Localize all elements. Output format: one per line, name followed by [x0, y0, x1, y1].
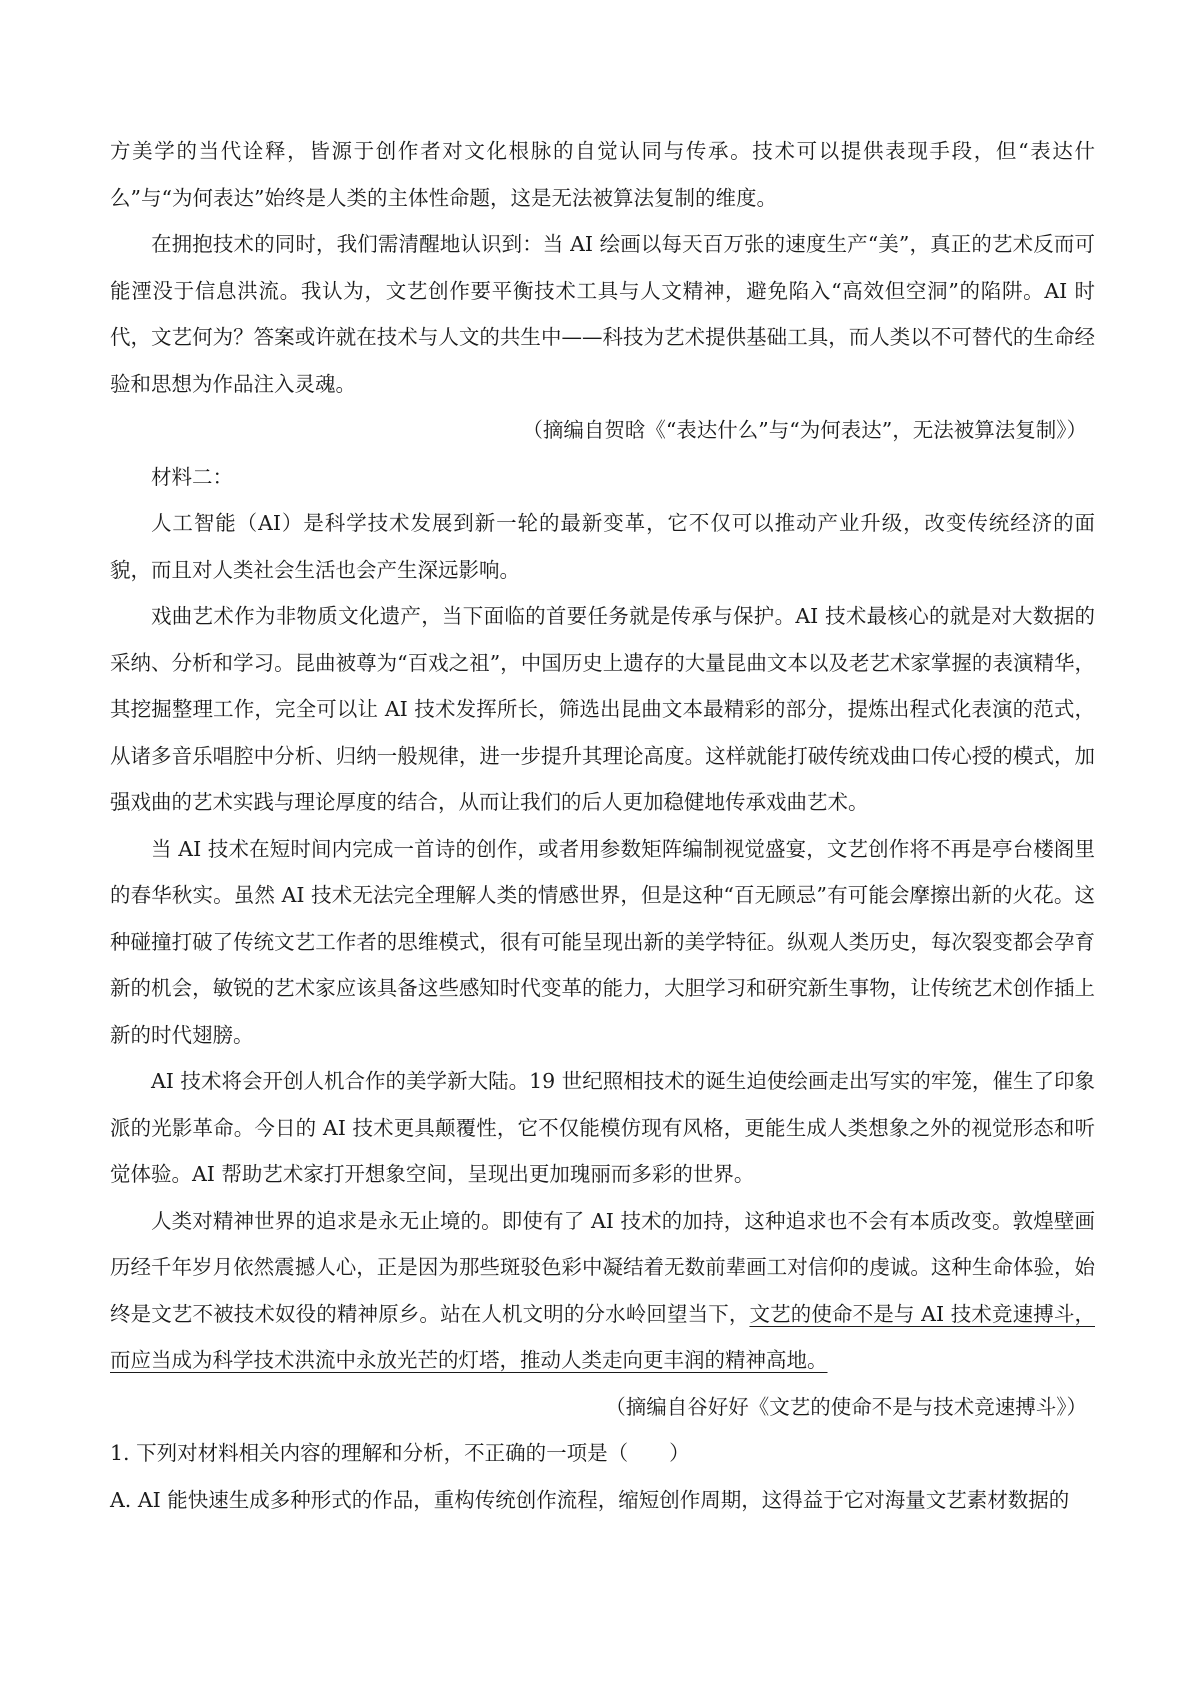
paragraph-spiritual-text: 人类对精神世界的追求是永无止境的。即使有了 AI 技术的加持，这种追求也不会有本质改变。敦煌壁画历经千年岁月依然震撼人心，正是因为那些斑驳色彩中凝结着无数前辈画工对信仰的虔诚。这种生命体验，始终是文艺不被技术奴役的精神原乡。站在人机文明的分水岭回望当下，: [110, 1208, 1095, 1326]
question-1-option-a: A. AI 能快速生成多种形式的作品，重构传统创作流程，缩短创作周期，这得益于它对海量文艺素材数据的: [110, 1487, 1070, 1512]
underlined-sentence: 文艺的使命不是与 AI 技术竞速搏斗，而应当成为科学技术洪流中永放光芒的灯塔，推动人类走向更丰润的精神高地。: [110, 1301, 1095, 1372]
question-1-stem: 1. 下列对材料相关内容的理解和分析，不正确的一项是（ ）: [110, 1441, 690, 1465]
paragraph-ai-intro: 人工智能（AI）是科学技术发展到新一轮的最新变革，它不仅可以推动产业升级，改变传统经济的面貌，而且对人类社会生活也会产生深远影响。: [110, 511, 1095, 582]
source-citation-1: （摘编自贺晗《“表达什么”与“为何表达”，无法被算法复制》）: [522, 418, 1087, 442]
paragraph-opera: 戏曲艺术作为非物质文化遗产，当下面临的首要任务就是传承与保护。AI 技术最核心的就是对大数据的采纳、分析和学习。昆曲被尊为“百戏之祖”，中国历史上遗存的大量昆曲文本以及老艺术家掌握的表演精华，其挖掘整理工作，完全可以让 AI 技术发挥所长，筛选出昆曲文本最精彩的部分，提炼出程式化表演的范式，从诸多音乐唱腔中分析、归纳一般规律，进一步提升其理论高度。这样就能打破传统戏曲口传心授的模式，加强戏曲的艺术实践与理论厚度的结合，从而让我们的后人更加稳健地传承戏曲艺术。: [110, 604, 1095, 814]
paragraph-embrace-technology: 在拥抱技术的同时，我们需清醒地认识到：当 AI 绘画以每天百万张的速度生产“美”，真正的艺术反而可能湮没于信息洪流。我认为，文艺创作要平衡技术工具与人文精神，避免陷入“高效但空洞”的陷阱。AI 时代，文艺何为？答案或许就在技术与人文的共生中——科技为艺术提供基础工具，而人类以不可替代的生命经验和思想为作品注入灵魂。: [110, 232, 1095, 396]
paragraph-poem: 当 AI 技术在短时间内完成一首诗的创作，或者用参数矩阵编制视觉盛宴，文艺创作将不再是亭台楼阁里的春华秋实。虽然 AI 技术无法完全理解人类的情感世界，但是这种“百无顾忌”有可能会摩擦出新的火花。这种碰撞打破了传统文艺工作者的思维模式，很有可能呈现出新的美学特征。纵观人类历史，每次裂变都会孕育新的机会，敏锐的艺术家应该具备这些感知时代变革的能力，大胆学习和研究新生事物，让传统艺术创作插上新的时代翅膀。: [110, 836, 1095, 1047]
document-page: [110, 128, 1095, 1523]
paragraph-spiritual-world: [110, 1198, 1095, 1384]
source-citation-2: （摘编自谷好好《文艺的使命不是与技术竞速搏斗》）: [605, 1394, 1087, 1419]
paragraph-continuation: 方美学的当代诠释，皆源于创作者对文化根脉的自觉认同与传承。技术可以提供表现手段，但“表达什么”与“为何表达”始终是人类的主体性命题，这是无法被算法复制的维度。: [110, 139, 1095, 210]
material-2-heading: 材料二：: [151, 464, 233, 489]
paragraph-aesthetic-continent: AI 技术将会开创人机合作的美学新大陆。19 世纪照相技术的诞生迫使绘画走出写实的牢笼，催生了印象派的光影革命。今日的 AI 技术更具颠覆性，它不仅能模仿现有风格，更能生成人类想象之外的视觉形态和听觉体验。AI 帮助艺术家打开想象空间，呈现出更加瑰丽而多彩的世界。: [110, 1069, 1095, 1186]
